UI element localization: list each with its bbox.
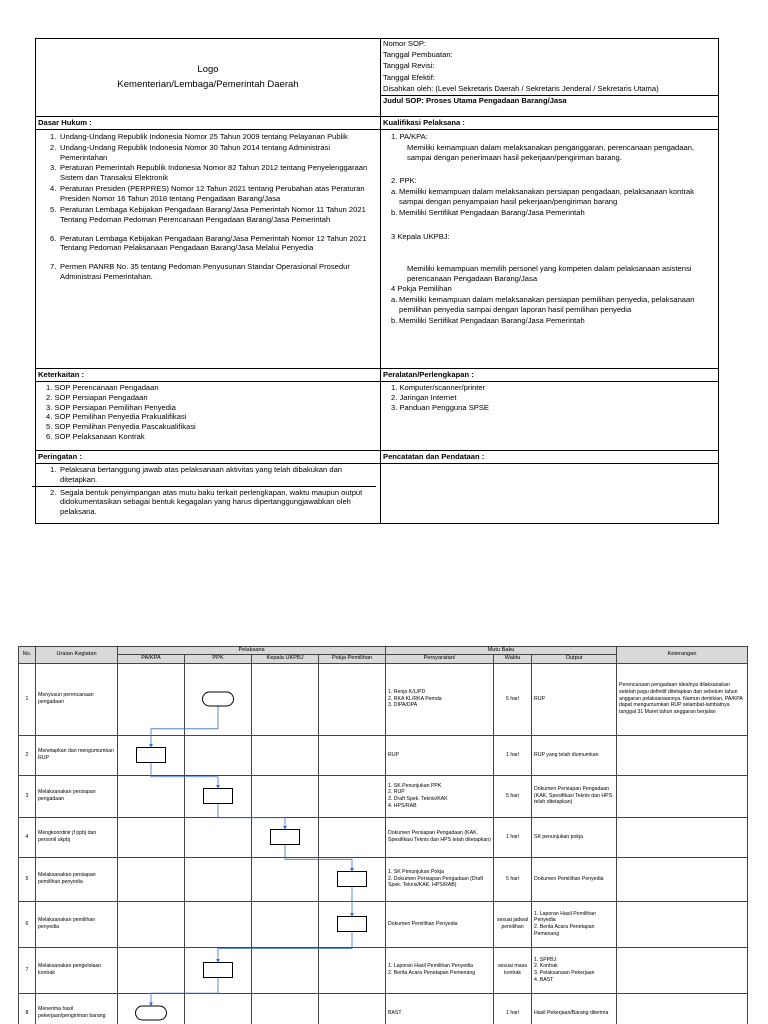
row-number: 6	[19, 901, 36, 947]
kualifikasi-ppk-b: b. Memiliki Sertifikat Pengadaan Barang/Jasa Pemerintah	[391, 208, 585, 218]
lane-header-pa-kpa: PA/KPA	[118, 655, 185, 663]
list-item: 5. SOP Pemilihan Penyedia Pascakualifikasi	[46, 422, 196, 432]
lane-header-kepala-ukpbj: Kepala UKPBJ	[252, 655, 319, 663]
duration: 5 hari	[494, 775, 532, 817]
lane-cell	[252, 947, 319, 993]
list-item: 1. Undang-Undang Republik Indonesia Nomor 25 Tahun 2009 tentang Pelayanan Publik	[50, 131, 348, 141]
kualifikasi-title: Kualifikasi Pelaksana :	[381, 117, 718, 130]
pencatatan-title: Pencatatan dan Pendataan :	[381, 451, 718, 464]
lane-cell	[319, 735, 386, 775]
lane-cell	[118, 857, 185, 901]
lane-cell	[252, 663, 319, 735]
activity-description: Menyusun perencanaan pengadaan	[36, 663, 118, 735]
hukum-kualifikasi-row	[36, 117, 718, 369]
process-box	[203, 962, 233, 978]
list-item: 2. Segala bentuk penyimpangan atas mutu baku terkait perlengkapan, waktu maupun output didokumentasikan sebagai bentuk kegagalan yang harus dipertanggungjawabkan oleh pelaksana.	[32, 486, 376, 518]
table-row	[19, 735, 748, 775]
kualifikasi-ukpbj-head: 3 Kepala UKPBJ:	[391, 231, 450, 241]
list-item: 4. Peraturan Presiden (PERPRES) Nomor 12 Tahun 2021 tentang Perubahan atas Peraturan Presiden Nomor 16 Tahun 2018 tentang Pengadaan Barang/Jasa	[50, 184, 365, 204]
meta-tanggal-efektif: Tanggal Efektif:	[383, 72, 435, 82]
sop-meta	[381, 39, 718, 116]
remarks	[617, 993, 748, 1024]
kualifikasi-pokja-b: b. Memiliki Sertifikat Pengadaan Barang/Jasa Pemerintah	[391, 316, 585, 326]
remarks	[617, 901, 748, 947]
remarks	[617, 817, 748, 857]
lane-cell	[252, 775, 319, 817]
duration: sesuai jadwal pemilihan	[494, 901, 532, 947]
lane-cell	[252, 735, 319, 775]
sop-header-table	[35, 38, 719, 524]
col-header-output: Output	[532, 655, 617, 663]
duration: 1 hari	[494, 817, 532, 857]
duration: 1 hari	[494, 735, 532, 775]
requirements: RUP	[386, 735, 494, 775]
terminator-shape	[135, 1006, 167, 1021]
lane-cell	[185, 775, 252, 817]
logo-cell	[36, 39, 381, 116]
list-item: 2. SOP Persiapan Pengadaan	[46, 392, 148, 402]
logo-label: Logo	[197, 64, 219, 76]
process-box	[337, 916, 367, 932]
lane-cell	[118, 663, 185, 735]
activity-description: Mengkoordinir jf ppbj dan personil ukpbj	[36, 817, 118, 857]
lane-cell	[252, 901, 319, 947]
lane-header-ppk: PPK	[185, 655, 252, 663]
lane-cell	[185, 857, 252, 901]
activity-description: Menetapkan dan mengumumkan RUP	[36, 735, 118, 775]
kualifikasi-ppk-head: 2. PPK:	[391, 176, 417, 186]
meta-nomor: Nomor SOP:	[383, 39, 427, 48]
process-box	[136, 747, 166, 763]
list-item: 3. Panduan Pengguna SPSE	[391, 402, 489, 412]
requirements: 1. SK Penunjukan Pokja 2. Dokumen Persiapan Pengadaan (Draft Spek. Teknis/KAK, HPS/RAB)	[386, 857, 494, 901]
activity-description: Melaksanakan pengelolaan kontrak	[36, 947, 118, 993]
table-row	[19, 947, 748, 993]
list-item: 6. SOP Pelaksanaan Kontrak	[46, 432, 145, 442]
list-item: 2. Undang-Undang Republik Indonesia Nomor 30 Tahun 2014 tentang Administrasi Pemerintahan	[50, 142, 331, 162]
output: Dokumen Persiapan Pengadaan (KAK, Spesifikasi Teknis dan HPS telah ditetapkan)	[532, 775, 617, 817]
col-header-keterangan: Keterangan	[617, 647, 748, 664]
meta-tanggal-revisi: Tanggal Revisi:	[383, 61, 435, 71]
terminator-shape	[202, 692, 234, 707]
table-row	[19, 817, 748, 857]
dasar-hukum-list	[36, 130, 380, 285]
row-number: 3	[19, 775, 36, 817]
process-box	[203, 788, 233, 804]
lane-cell	[252, 993, 319, 1024]
col-header-waktu: Waktu	[494, 655, 532, 663]
lane-cell	[319, 901, 386, 947]
kualifikasi-pokja-a: a. Memiliki kemampuan dalam melaksanakan persiapan pemilihan penyedia, pelaksanaan pemilihan penyedia sampai dengan laporan hasil pemilihan penyedia	[391, 295, 695, 315]
lane-cell	[319, 775, 386, 817]
kualifikasi-ppk-a: a. Memiliki kemampuan dalam melaksanakan persiapan pengadaan, pelaksanaan kontrak sampai dengan penyampaian hasil pekerjaan/pengiriman barang	[391, 187, 695, 207]
lane-cell	[185, 817, 252, 857]
peringatan-cell	[36, 451, 381, 523]
keterkaitan-list	[36, 382, 380, 443]
row-number: 4	[19, 817, 36, 857]
lane-cell	[185, 993, 252, 1024]
kualifikasi-pa-head: 1. PA/KPA:	[391, 131, 428, 141]
lane-cell	[319, 857, 386, 901]
lane-header-pokja: Pokja Pemilihan	[319, 655, 386, 663]
lane-cell	[118, 817, 185, 857]
col-header-no: No.	[19, 647, 36, 664]
output: RUP	[532, 663, 617, 735]
peringatan-list	[36, 464, 380, 520]
peringatan-pencatatan-row	[36, 451, 718, 523]
keterkaitan-cell	[36, 369, 381, 450]
row-number: 1	[19, 663, 36, 735]
lane-cell	[118, 735, 185, 775]
remarks	[617, 775, 748, 817]
flowchart-table	[18, 646, 748, 1024]
kualifikasi-ukpbj-text: Memiliki kemampuan memilih personel yang kompeten dalam pelaksanaan asistensi perencanaan Pengadaan Barang/Jasa	[407, 263, 692, 283]
activity-description: Melaksanakan persiapan pemilihan penyedia	[36, 857, 118, 901]
table-row	[19, 857, 748, 901]
kualifikasi-pokja-head: 4 Pokja Pemilihan	[391, 284, 452, 294]
remarks: Perencanaan pengadaan idealnya dilaksanakan setelah pagu definitif ditetapkan dan sebelum tahun anggaran pelaksanaannya. Namun demikian, PA/KPA dapat mengumumkan RUP selambat-lambatnya tanggal 31 Maret tahun anggaran berjalan	[617, 663, 748, 735]
lane-cell	[118, 993, 185, 1024]
dasar-hukum-cell	[36, 117, 381, 368]
requirements: Dokumen Pemilihan Penyedia	[386, 901, 494, 947]
lane-cell	[319, 817, 386, 857]
process-box	[270, 829, 300, 845]
requirements: BAST	[386, 993, 494, 1024]
row-number: 8	[19, 993, 36, 1024]
output: 1. SPPBJ 2. Kontrak 3. Pelaksanaan Pekerjaan 4. BAST	[532, 947, 617, 993]
keterkaitan-peralatan-row	[36, 369, 718, 451]
duration: 5 hari	[494, 857, 532, 901]
row-number: 7	[19, 947, 36, 993]
lane-cell	[118, 947, 185, 993]
peringatan-title: Peringatan :	[36, 451, 380, 464]
lane-cell	[185, 947, 252, 993]
requirements: 1. Renja K/L/PD 2. RKA KL/RKA Pemda 3. DIPA/DPA	[386, 663, 494, 735]
table-row	[19, 901, 748, 947]
col-header-uraian: Uraian Kegiatan	[36, 647, 118, 664]
lane-cell	[185, 901, 252, 947]
list-item: 1. Komputer/scanner/printer	[391, 382, 486, 392]
table-row	[19, 775, 748, 817]
org-name: Kementerian/Lembaga/Pemerintah Daerah	[117, 78, 299, 90]
duration: 1 hari	[494, 993, 532, 1024]
kualifikasi-cell	[381, 117, 718, 368]
lane-cell	[319, 947, 386, 993]
peralatan-list	[381, 382, 718, 414]
lane-cell	[319, 663, 386, 735]
list-item: 2. Jaringan Internet	[391, 392, 457, 402]
process-box	[337, 871, 367, 887]
peralatan-cell	[381, 369, 718, 450]
lane-cell	[319, 993, 386, 1024]
kualifikasi-pa-text: Memiliki kemampuan dalam melaksanakan penganggaran, perencanaan pengadaan, sampai dengan penerimaan hasil pekerjaan/pengiriman barang.	[407, 142, 695, 162]
lane-cell	[185, 663, 252, 735]
list-item: 3. Peraturan Pemerintah Republik Indonesia Nomor 82 Tahun 2012 tentang Penyelenggaraan Sistem dan Transaksi Elektronik	[50, 163, 368, 183]
remarks	[617, 857, 748, 901]
list-item: 7. Permen PANRB No. 35 tentang Pedoman Penyusunan Standar Operasional Prosedur Administrasi Pemerintahan.	[50, 262, 350, 282]
sop-identity-row	[36, 39, 718, 117]
requirements: 1. Laporan Hasil Pemilihan Penyedia 2. Berita Acara Penetapan Pemenang	[386, 947, 494, 993]
row-number: 2	[19, 735, 36, 775]
activity-description: Menerima hasil pekerjaan/pengiriman barang	[36, 993, 118, 1024]
keterkaitan-title: Keterkaitan :	[36, 369, 380, 382]
dasar-hukum-title: Dasar Hukum :	[36, 117, 380, 130]
lane-cell	[252, 857, 319, 901]
duration: 5 hari	[494, 663, 532, 735]
requirements: 1. SK Penunjukan PPK 2. RUP 3. Draft Spek. Teknis/KAK 4. HPS/RAB	[386, 775, 494, 817]
list-item: 5. Peraturan Lembaga Kebijakan Pengadaan Barang/Jasa Pemerintah Nomor 11 Tahun 2021 Tentang Pedoman Pedoman Perencanaan Pengadaan Barang/Jasa Pemerintah	[50, 204, 366, 224]
col-header-pelaksana: Pelaksana	[118, 647, 386, 655]
output: 1. Laporan Hasil Pemilihan Penyedia 2. Berita Acara Penetapan Pemenang	[532, 901, 617, 947]
remarks	[617, 947, 748, 993]
remarks	[617, 735, 748, 775]
output: Hasil Pekerjaan/Barang diterima	[532, 993, 617, 1024]
activity-description: Melaksanakan persiapan pengadaan	[36, 775, 118, 817]
lane-cell	[118, 775, 185, 817]
table-row	[19, 993, 748, 1024]
list-item: 3. SOP Persiapan Pemilihan Penyedia	[46, 402, 176, 412]
kualifikasi-content	[381, 130, 718, 329]
table-row	[19, 663, 748, 735]
output: SK penunjukan pokja	[532, 817, 617, 857]
duration: sesuai masa kontrak	[494, 947, 532, 993]
pencatatan-cell	[381, 451, 718, 523]
output: Dokumen Pemilihan Penyedia	[532, 857, 617, 901]
lane-cell	[185, 735, 252, 775]
lane-cell	[252, 817, 319, 857]
col-header-persyaratan: Persyaratan/	[386, 655, 494, 663]
requirements: Dokumen Persiapan Pengadaan (KAK, Spesifikasi Teknis dan HPS telah ditetapkan)	[386, 817, 494, 857]
list-item: 1. SOP Perencanaan Pengadaan	[46, 382, 159, 392]
sop-title: Judul SOP: Proses Utama Pengadaan Barang/Jasa	[381, 95, 718, 106]
list-item: 4. SOP Pemilihan Penyedia Prakualifikasi	[46, 412, 187, 422]
meta-tanggal-pembuatan: Tanggal Pembuatan:	[383, 50, 453, 60]
list-item: 1. Pelaksana bertanggung jawab atas pelaksanaan aktivitas yang telah dibakukan dan ditetapkan.	[50, 464, 343, 484]
list-item: 6. Peraturan Lembaga Kebijakan Pengadaan Barang/Jasa Pemerintah Nomor 12 Tahun 2021 Tentang Pedoman Pelaksanaan Pengadaan Barang/Jasa Melalui Penyedia	[50, 233, 367, 253]
meta-disahkan: Disahkan oleh: (Level Sekretaris Daerah / Sekretaris Jenderal / Sekretaris Utama)	[383, 83, 659, 93]
row-number: 5	[19, 857, 36, 901]
lane-cell	[118, 901, 185, 947]
peralatan-title: Peralatan/Perlengkapan :	[381, 369, 718, 382]
output: RUP yang telah diumumkan	[532, 735, 617, 775]
activity-description: Melaksanakan pemilihan penyedia	[36, 901, 118, 947]
col-header-mutu: Mutu Baku	[386, 647, 617, 655]
